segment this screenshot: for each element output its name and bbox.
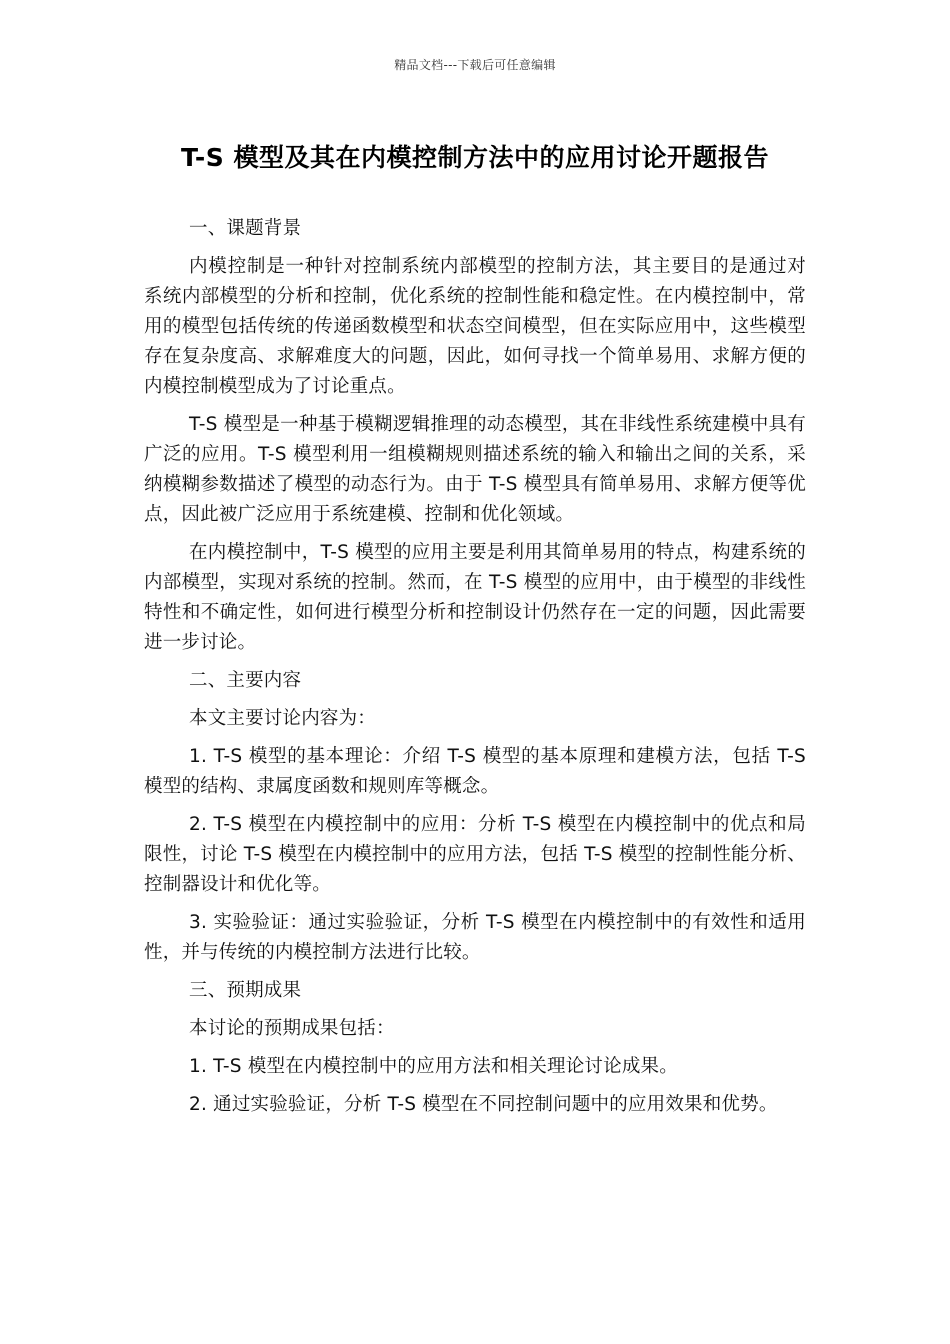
page-header: 精品文档---下载后可任意编辑	[394, 58, 556, 72]
document-body	[144, 214, 806, 1128]
list-item: 2. 通过实验验证，分析 T-S 模型在不同控制问题中的应用效果和优势。	[189, 1094, 778, 1115]
paragraph: 在内模控制中，T-S 模型的应用主要是利用其简单易用的特点，构建系统的内部模型，实现对系统的控制。然而，在 T-S 模型的应用中，由于模型的非线性特性和不确定性，如何进行模型分析和控制设计仍然存在一定的问题，因此需要进一步讨论。	[144, 542, 806, 653]
list-item: 2. T-S 模型在内模控制中的应用：分析 T-S 模型在内模控制中的优点和局限性，讨论 T-S 模型在内模控制中的应用方法，包括 T-S 模型的控制性能分析、控制器设计和优化等。	[144, 814, 806, 895]
paragraph: 内模控制是一种针对控制系统内部模型的控制方法，其主要目的是通过对系统内部模型的分析和控制，优化系统的控制性能和稳定性。在内模控制中，常用的模型包括传统的传递函数模型和状态空间模型，但在实际应用中，这些模型存在复杂度高、求解难度大的问题，因此，如何寻找一个简单易用、求解方便的内模控制模型成为了讨论重点。	[144, 256, 806, 397]
list-item: 1. T-S 模型的基本理论：介绍 T-S 模型的基本原理和建模方法，包括 T-S 模型的结构、隶属度函数和规则库等概念。	[144, 746, 806, 797]
list-item: 1. T-S 模型在内模控制中的应用方法和相关理论讨论成果。	[189, 1056, 678, 1077]
paragraph: 本讨论的预期成果包括：	[189, 1018, 395, 1039]
list-item: 3. 实验验证：通过实验验证，分析 T-S 模型在内模控制中的有效性和适用性，并与传统的内模控制方法进行比较。	[144, 912, 806, 963]
section-heading-main-content: 二、主要内容	[189, 670, 302, 691]
section-heading-background: 一、课题背景	[189, 218, 302, 239]
paragraph: T-S 模型是一种基于模糊逻辑推理的动态模型，其在非线性系统建模中具有广泛的应用。T-S 模型利用一组模糊规则描述系统的输入和输出之间的关系，采纳模糊参数描述了模型的动态行为。由于 T-S 模型具有简单易用、求解方便等优点，因此被广泛应用于系统建模、控制和优化领域。	[144, 414, 806, 525]
section-heading-expected-results: 三、预期成果	[189, 980, 302, 1001]
document-title: T-S 模型及其在内模控制方法中的应用讨论开题报告	[181, 143, 769, 172]
paragraph: 本文主要讨论内容为：	[189, 708, 377, 729]
